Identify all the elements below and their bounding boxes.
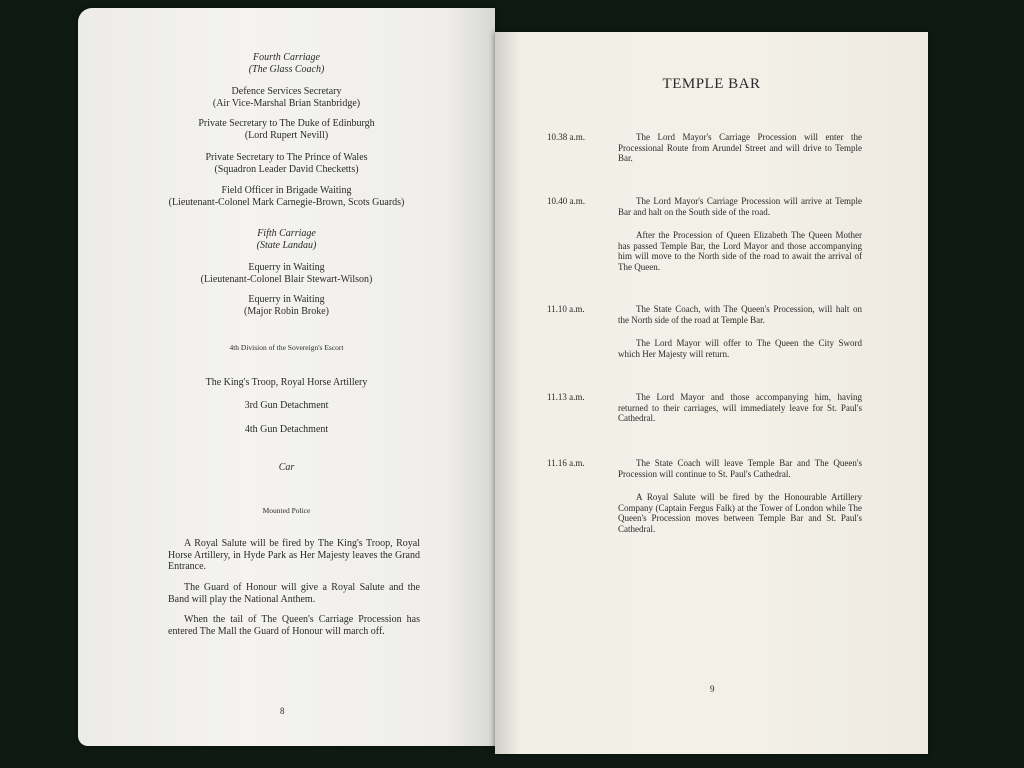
entry-name: (Lieutenant-Colonel Mark Carnegie-Brown, Scots Guards) <box>168 197 405 208</box>
event-paragraph: The Lord Mayor's Carriage Procession will enter the Processional Route from Arundel Street and will drive to Temple Bar. <box>618 132 862 163</box>
gun-detachment-4: 4th Gun Detachment <box>244 424 329 435</box>
entry-role: Defence Services Secretary <box>231 86 342 97</box>
entry-name: (Air Vice-Marshal Brian Stanbridge) <box>212 98 361 109</box>
entry-role: Private Secretary to The Prince of Wales <box>205 152 368 163</box>
event-paragraph: A Royal Salute will be fired by the Honourable Artillery Company (Captain Fergus Falk) at the Tower of London while The Queen's Procession moves between Temple Bar and St. Paul's Cathedral. <box>618 492 862 534</box>
event-paragraph: The State Coach, with The Queen's Procession, will halt on the North side of the road at Temple Bar. <box>618 304 862 325</box>
carriage-5-title: Fifth Carriage <box>257 228 316 239</box>
page-number: 9 <box>710 684 715 694</box>
event-time: 10.38 a.m. <box>547 132 585 142</box>
entry-name: (Major Robin Broke) <box>244 306 329 317</box>
mounted-police-label: Mounted Police <box>262 506 311 515</box>
entry-name: (Squadron Leader David Checketts) <box>214 164 359 175</box>
paragraph: When the tail of The Queen's Carriage Procession has entered The Mall the Guard of Honour will march off. <box>168 614 420 637</box>
entry-role: Equerry in Waiting <box>248 294 325 305</box>
carriage-4-subtitle: (The Glass Coach) <box>248 64 325 75</box>
open-booklet <box>78 8 928 746</box>
event-time: 11.10 a.m. <box>547 304 585 314</box>
event-time: 10.40 a.m. <box>547 196 585 206</box>
event-time: 11.16 a.m. <box>547 458 585 468</box>
carriage-4-title: Fourth Carriage <box>253 52 320 63</box>
entry-role: Equerry in Waiting <box>248 262 325 273</box>
event-time: 11.13 a.m. <box>547 392 585 402</box>
entry-role: Private Secretary to The Duke of Edinburgh <box>198 118 375 129</box>
car-label: Car <box>278 462 295 473</box>
event-paragraph: The State Coach will leave Temple Bar and The Queen's Procession will continue to St. Paul's Cathedral. <box>618 458 862 479</box>
paragraph: The Guard of Honour will give a Royal Salute and the Band will play the National Anthem. <box>168 582 420 605</box>
event-paragraph: The Lord Mayor will offer to The Queen the City Sword which Her Majesty will return. <box>618 338 862 359</box>
entry-name: (Lieutenant-Colonel Blair Stewart-Wilson) <box>200 274 373 285</box>
gun-detachment-3: 3rd Gun Detachment <box>244 400 329 411</box>
page-number: 8 <box>280 706 285 716</box>
page-title: TEMPLE BAR <box>662 76 761 92</box>
entry-role: Field Officer in Brigade Waiting <box>221 185 352 196</box>
event-paragraph: The Lord Mayor's Carriage Procession will arrive at Temple Bar and halt on the South side of the road. <box>618 196 862 217</box>
escort-label: 4th Division of the Sovereign's Escort <box>229 343 344 352</box>
right-page <box>495 32 928 754</box>
event-paragraph: The Lord Mayor and those accompanying him, having returned to their carriages, will immediately leave for St. Paul's Cathedral. <box>618 392 862 423</box>
troop-label: The King's Troop, Royal Horse Artillery <box>205 377 368 388</box>
carriage-5-subtitle: (State Landau) <box>256 240 317 251</box>
paragraph: A Royal Salute will be fired by The King's Troop, Royal Horse Artillery, in Hyde Park as Her Majesty leaves the Grand Entrance. <box>168 538 420 572</box>
left-page <box>78 8 495 746</box>
event-paragraph: After the Procession of Queen Elizabeth The Queen Mother has passed Temple Bar, the Lord Mayor and those accompanying him will move to the North side of the road to await the arrival of The Queen. <box>618 230 862 272</box>
entry-name: (Lord Rupert Nevill) <box>244 130 329 141</box>
